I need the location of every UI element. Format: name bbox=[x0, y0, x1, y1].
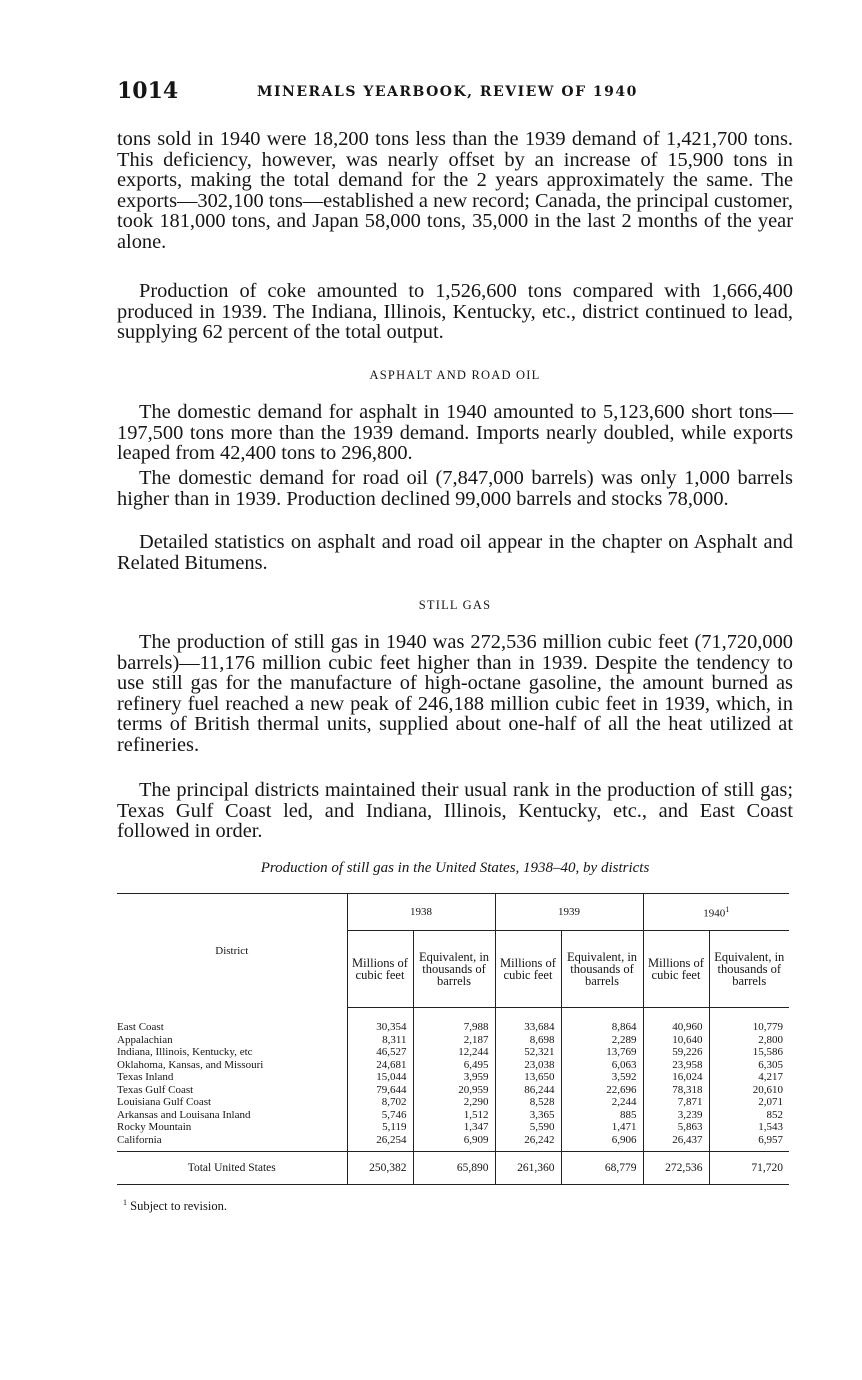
cell-value: 13,650 bbox=[495, 1071, 561, 1084]
cell-value: 8,698 bbox=[495, 1034, 561, 1047]
footnote-mark: 1 bbox=[123, 1198, 127, 1207]
district-name: East Coast bbox=[117, 1020, 164, 1033]
total-value: 71,720 bbox=[709, 1152, 789, 1185]
district-name: Louisiana Gulf Coast bbox=[117, 1096, 212, 1108]
cell-value: 7,871 bbox=[643, 1096, 709, 1109]
paragraph-exports: tons sold in 1940 were 18,200 tons less than the 1939 demand of 1,421,700 tons. This deficiency, however, was nearly offset by an increase of 15,900 tons in exports, making the total demand for the 2 years approximately the same. The exports—302,100 tons—established a new record; Canada, the principal customer, took 181,000 tons, and Japan 58,000 tons, 35,000 in the last 2 months of the year alone. bbox=[117, 128, 793, 253]
cell-value: 20,959 bbox=[413, 1084, 495, 1097]
cell-value: 16,024 bbox=[643, 1071, 709, 1084]
cell-value: 6,906 bbox=[561, 1134, 643, 1152]
year-header-1938: 1938 bbox=[347, 894, 495, 931]
cell-value: 8,864 bbox=[561, 1008, 643, 1034]
cell-value: 46,527 bbox=[347, 1046, 413, 1059]
still-gas-table bbox=[117, 893, 789, 1185]
cell-value: 2,244 bbox=[561, 1096, 643, 1109]
cell-value: 6,063 bbox=[561, 1059, 643, 1072]
cell-value: 79,644 bbox=[347, 1084, 413, 1097]
cell-value: 8,311 bbox=[347, 1034, 413, 1047]
paragraph-still-gas: The production of still gas in 1940 was 272,536 million cubic feet (71,720,000 barrels)—11,176 million cubic feet higher than in 1939. Despite the tendency to use still gas for the manufacture of high-octane gasoline, the amount burned as refinery fuel reached a new peak of 246,188 million cubic feet in 1939, which, in terms of British thermal units, supplied about one-half of all the heat utilized at refineries. bbox=[117, 631, 793, 756]
cell-value: 3,959 bbox=[413, 1071, 495, 1084]
cell-value: 1,543 bbox=[709, 1121, 789, 1134]
cell-value: 30,354 bbox=[347, 1008, 413, 1034]
cell-value: 10,640 bbox=[643, 1034, 709, 1047]
cell-value: 22,696 bbox=[561, 1084, 643, 1097]
table-row bbox=[117, 1096, 789, 1109]
total-label: Total United States bbox=[117, 1152, 347, 1185]
district-name: California bbox=[117, 1133, 162, 1146]
district-name: Oklahoma, Kansas, and Missouri bbox=[117, 1058, 264, 1071]
footnote-text: Subject to revision. bbox=[130, 1199, 227, 1214]
district-name: Arkansas and Louisana Inland bbox=[117, 1108, 251, 1121]
cell-value: 852 bbox=[709, 1109, 789, 1122]
table-row bbox=[117, 1134, 789, 1152]
section-heading-asphalt: ASPHALT AND ROAD OIL bbox=[369, 368, 541, 382]
district-column-header: District bbox=[117, 894, 347, 1008]
cell-value: 24,681 bbox=[347, 1059, 413, 1072]
district-name: Indiana, Illinois, Kentucky, etc bbox=[117, 1046, 253, 1058]
cell-value: 8,528 bbox=[495, 1096, 561, 1109]
cell-value: 15,586 bbox=[709, 1046, 789, 1059]
col-header-millions-1938: Millions of cubic feet bbox=[347, 931, 413, 1008]
col-header-millions-1940: Millions of cubic feet bbox=[643, 931, 709, 1008]
cell-value: 1,512 bbox=[413, 1109, 495, 1122]
district-name: Texas Gulf Coast bbox=[117, 1083, 194, 1096]
cell-value: 2,290 bbox=[413, 1096, 495, 1109]
cell-value: 1,471 bbox=[561, 1121, 643, 1134]
cell-value: 4,217 bbox=[709, 1071, 789, 1084]
cell-value: 8,702 bbox=[347, 1096, 413, 1109]
cell-value: 26,254 bbox=[347, 1134, 413, 1152]
page-header bbox=[117, 78, 797, 108]
year-header-1939: 1939 bbox=[495, 894, 643, 931]
paragraph-asphalt: The domestic demand for asphalt in 1940 amounted to 5,123,600 short tons—197,500 tons more than the 1939 demand. Imports nearly doubled, while exports leaped from 42,400 tons to 296,800. bbox=[117, 401, 793, 465]
cell-value: 13,769 bbox=[561, 1046, 643, 1059]
running-title: MINERALS YEARBOOK, REVIEW OF 1940 bbox=[257, 84, 638, 100]
table-row bbox=[117, 1008, 789, 1034]
footnote-marker: 1 bbox=[725, 904, 730, 914]
cell-value: 2,187 bbox=[413, 1034, 495, 1047]
total-value: 272,536 bbox=[643, 1152, 709, 1185]
total-row bbox=[117, 1152, 789, 1185]
cell-value: 3,239 bbox=[643, 1109, 709, 1122]
total-value: 250,382 bbox=[347, 1152, 413, 1185]
paragraph-asphalt-reference: Detailed statistics on asphalt and road oil appear in the chapter on Asphalt and Related Bitumens. bbox=[117, 531, 793, 574]
table-row bbox=[117, 1034, 789, 1047]
year-header-1940: 1940$^1$ bbox=[643, 894, 789, 931]
cell-value: 10,779 bbox=[709, 1008, 789, 1034]
col-header-equivalent-1939: Equivalent, in thousands of barrels bbox=[561, 931, 643, 1008]
table-row bbox=[117, 1046, 789, 1059]
cell-value: 40,960 bbox=[643, 1008, 709, 1034]
table-row bbox=[117, 1109, 789, 1122]
cell-value: 86,244 bbox=[495, 1084, 561, 1097]
cell-value: 23,038 bbox=[495, 1059, 561, 1072]
cell-value: 885 bbox=[561, 1109, 643, 1122]
table-caption: Production of still gas in the United States, 1938–40, by districts bbox=[260, 860, 650, 876]
section-heading-still-gas: STILL GAS bbox=[418, 598, 492, 612]
cell-value: 26,242 bbox=[495, 1134, 561, 1152]
total-value: 65,890 bbox=[413, 1152, 495, 1185]
paragraph-road-oil: The domestic demand for road oil (7,847,000 barrels) was only 1,000 barrels higher than in 1939. Production declined 99,000 barrels and stocks 78,000. bbox=[117, 467, 793, 510]
district-name: Rocky Mountain bbox=[117, 1121, 192, 1133]
cell-value: 7,988 bbox=[413, 1008, 495, 1034]
cell-value: 1,347 bbox=[413, 1121, 495, 1134]
table-footnote bbox=[123, 1198, 227, 1214]
table-row bbox=[117, 1121, 789, 1134]
cell-value: 2,289 bbox=[561, 1034, 643, 1047]
cell-value: 59,226 bbox=[643, 1046, 709, 1059]
cell-value: 23,958 bbox=[643, 1059, 709, 1072]
page-number: 1014 bbox=[117, 78, 179, 104]
paragraph-coke: Production of coke amounted to 1,526,600 tons compared with 1,666,400 produced in 1939. The Indiana, Illinois, Kentucky, etc., district continued to lead, supplying 62 percent of the total output. bbox=[117, 280, 793, 344]
cell-value: 2,071 bbox=[709, 1096, 789, 1109]
table-row bbox=[117, 1084, 789, 1097]
paragraph-district-rank: The principal districts maintained their usual rank in the production of still gas; Texas Gulf Coast led, and Indiana, Illinois, Kentucky, etc., and East Coast followed in order. bbox=[117, 779, 793, 843]
cell-value: 26,437 bbox=[643, 1134, 709, 1152]
col-header-millions-1939: Millions of cubic feet bbox=[495, 931, 561, 1008]
cell-value: 6,957 bbox=[709, 1134, 789, 1152]
district-name: Appalachian bbox=[117, 1033, 173, 1046]
col-header-equivalent-1938: Equivalent, in thousands of barrels bbox=[413, 931, 495, 1008]
total-value: 261,360 bbox=[495, 1152, 561, 1185]
cell-value: 3,365 bbox=[495, 1109, 561, 1122]
cell-value: 52,321 bbox=[495, 1046, 561, 1059]
cell-value: 78,318 bbox=[643, 1084, 709, 1097]
cell-value: 5,590 bbox=[495, 1121, 561, 1134]
total-value: 68,779 bbox=[561, 1152, 643, 1185]
cell-value: 2,800 bbox=[709, 1034, 789, 1047]
cell-value: 33,684 bbox=[495, 1008, 561, 1034]
cell-value: 6,909 bbox=[413, 1134, 495, 1152]
cell-value: 15,044 bbox=[347, 1071, 413, 1084]
cell-value: 3,592 bbox=[561, 1071, 643, 1084]
col-header-equivalent-1940: Equivalent, in thousands of barrels bbox=[709, 931, 789, 1008]
cell-value: 5,746 bbox=[347, 1109, 413, 1122]
cell-value: 5,119 bbox=[347, 1121, 413, 1134]
cell-value: 12,244 bbox=[413, 1046, 495, 1059]
cell-value: 6,495 bbox=[413, 1059, 495, 1072]
cell-value: 6,305 bbox=[709, 1059, 789, 1072]
cell-value: 20,610 bbox=[709, 1084, 789, 1097]
district-name: Texas Inland bbox=[117, 1071, 174, 1083]
cell-value: 5,863 bbox=[643, 1121, 709, 1134]
table-row bbox=[117, 1071, 789, 1084]
table-row bbox=[117, 1059, 789, 1072]
